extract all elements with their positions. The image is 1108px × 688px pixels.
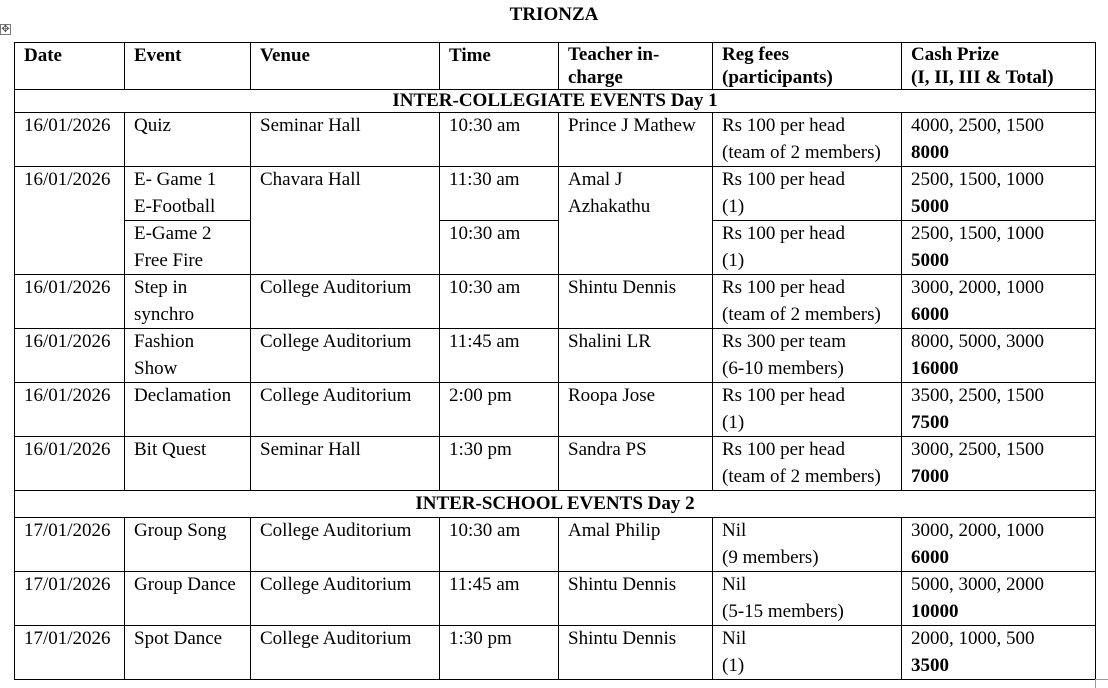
cell-time: 11:45 am (440, 329, 559, 383)
fee-amount: Rs 100 per head (722, 169, 845, 190)
cell-event (125, 275, 251, 329)
table-row (15, 626, 1096, 680)
fee-amount: Rs 100 per head (722, 277, 845, 298)
event-name: Fashion (134, 331, 195, 352)
cell-event: Declamation (125, 383, 251, 437)
event-name-cont: synchro (134, 303, 195, 325)
fee-amount: Nil (722, 520, 747, 541)
cell-event: Spot Dance (125, 626, 251, 680)
prize-total: 10000 (911, 600, 959, 622)
cell-time: 10:30 am (440, 518, 559, 572)
cell-prize (902, 167, 1096, 221)
prize-total: 8000 (911, 141, 949, 163)
cell-prize (902, 383, 1096, 437)
header-prize-line2: (I, II, III & Total) (911, 67, 1054, 88)
prize-total: 5000 (911, 249, 949, 271)
cell-venue: College Auditorium (251, 626, 440, 680)
fee-participants: (1) (722, 654, 745, 676)
section-row-day2 (15, 491, 1096, 518)
cell-time: 10:30 am (440, 221, 559, 275)
cell-venue: College Auditorium (251, 518, 440, 572)
cell-venue: Chavara Hall (251, 167, 440, 275)
cell-prize (902, 113, 1096, 167)
cell-time: 2:00 pm (440, 383, 559, 437)
cell-date: 16/01/2026 (15, 437, 125, 491)
cell-teacher: Shintu Dennis (559, 275, 713, 329)
table-row (15, 383, 1096, 437)
prize-total: 3500 (911, 654, 949, 676)
section-title-day1: INTER-COLLEGIATE EVENTS Day 1 (15, 90, 1096, 113)
header-event: Event (125, 43, 251, 90)
fee-amount: Rs 100 per head (722, 115, 845, 136)
fee-amount: Rs 300 per team (722, 331, 847, 352)
prize-total: 5000 (911, 195, 949, 217)
cell-date: 16/01/2026 (15, 275, 125, 329)
header-date: Date (15, 43, 125, 90)
fee-amount: Nil (722, 574, 747, 595)
cell-event: Group Song (125, 518, 251, 572)
cell-date: 16/01/2026 (15, 329, 125, 383)
events-table (14, 42, 1096, 680)
cell-fees (713, 221, 902, 275)
fee-amount: Rs 100 per head (722, 223, 845, 244)
prize-split: 5000, 3000, 2000 (911, 574, 1044, 595)
cell-time: 11:30 am (440, 167, 559, 221)
event-subname: Free Fire (134, 249, 204, 271)
table-row (15, 329, 1096, 383)
fee-amount: Rs 100 per head (722, 439, 845, 460)
cell-time: 10:30 am (440, 275, 559, 329)
fee-participants: (1) (722, 249, 745, 271)
cell-fees (713, 437, 902, 491)
cell-prize (902, 518, 1096, 572)
cell-date: 16/01/2026 (15, 167, 125, 275)
cell-date: 16/01/2026 (15, 113, 125, 167)
cell-fees (713, 518, 902, 572)
prize-split: 3500, 2500, 1500 (911, 385, 1044, 406)
fee-amount: Rs 100 per head (722, 385, 845, 406)
table-row (15, 221, 1096, 275)
header-fees-line2: (participants) (722, 67, 833, 88)
event-name: E-Game 2 (134, 223, 212, 244)
cell-date: 17/01/2026 (15, 572, 125, 626)
teacher-name-line2: Azhakathu (568, 195, 651, 217)
header-fees (713, 43, 902, 90)
fee-participants: (6-10 members) (722, 357, 844, 379)
prize-split: 2000, 1000, 500 (911, 628, 1035, 649)
cell-prize (902, 329, 1096, 383)
cell-prize (902, 275, 1096, 329)
fee-participants: (team of 2 members) (722, 303, 881, 325)
prize-split: 3000, 2000, 1000 (911, 520, 1044, 541)
header-fees-line1: Reg fees (722, 44, 789, 65)
table-row (15, 518, 1096, 572)
cell-fees (713, 275, 902, 329)
teacher-name-line1: Amal J (568, 169, 623, 190)
cell-teacher: Shalini LR (559, 329, 713, 383)
header-venue: Venue (251, 43, 440, 90)
fee-participants: (team of 2 members) (722, 465, 881, 487)
fee-participants: (1) (722, 195, 745, 217)
cell-teacher: Amal Philip (559, 518, 713, 572)
header-time: Time (440, 43, 559, 90)
cell-date: 17/01/2026 (15, 518, 125, 572)
prize-total: 7500 (911, 411, 949, 433)
cell-teacher: Prince J Mathew (559, 113, 713, 167)
prize-total: 6000 (911, 303, 949, 325)
cell-venue: College Auditorium (251, 383, 440, 437)
cell-prize (902, 626, 1096, 680)
cell-venue: College Auditorium (251, 275, 440, 329)
table-row (15, 113, 1096, 167)
fee-participants: (5-15 members) (722, 600, 844, 622)
header-prize (902, 43, 1096, 90)
cell-event (125, 221, 251, 275)
fee-amount: Nil (722, 628, 747, 649)
cell-fees (713, 329, 902, 383)
cell-time: 10:30 am (440, 113, 559, 167)
header-teacher (559, 43, 713, 90)
table-row (15, 437, 1096, 491)
cell-fees (713, 626, 902, 680)
event-name: Step in (134, 277, 188, 298)
section-title-day2: INTER-SCHOOL EVENTS Day 2 (15, 491, 1096, 518)
document-title: TRIONZA (509, 4, 599, 25)
cell-venue: Seminar Hall (251, 113, 440, 167)
cell-prize (902, 572, 1096, 626)
cell-event (125, 167, 251, 221)
prize-total: 16000 (911, 357, 959, 379)
event-name: E- Game 1 (134, 169, 217, 190)
prize-total: 7000 (911, 465, 949, 487)
section-row-day1 (15, 90, 1096, 113)
event-subname: E-Football (134, 195, 216, 217)
cell-fees (713, 113, 902, 167)
cell-teacher: Shintu Dennis (559, 626, 713, 680)
cell-date: 16/01/2026 (15, 383, 125, 437)
cell-prize (902, 221, 1096, 275)
cell-teacher (559, 167, 713, 275)
prize-split: 8000, 5000, 3000 (911, 331, 1044, 352)
table-row (15, 275, 1096, 329)
prize-split: 2500, 1500, 1000 (911, 169, 1044, 190)
cell-venue: College Auditorium (251, 329, 440, 383)
event-name-cont: Show (134, 357, 178, 379)
cell-teacher: Roopa Jose (559, 383, 713, 437)
cell-event: Bit Quest (125, 437, 251, 491)
header-row (15, 43, 1096, 90)
cell-time: 1:30 pm (440, 626, 559, 680)
cell-time: 11:45 am (440, 572, 559, 626)
prize-split: 3000, 2000, 1000 (911, 277, 1044, 298)
cell-teacher: Sandra PS (559, 437, 713, 491)
cell-venue: College Auditorium (251, 572, 440, 626)
table-row (15, 167, 1096, 221)
cell-event: Quiz (125, 113, 251, 167)
fee-participants: (9 members) (722, 546, 819, 568)
table-move-handle-icon[interactable]: ✥ (1, 24, 10, 35)
cell-teacher: Shintu Dennis (559, 572, 713, 626)
cell-fees (713, 167, 902, 221)
cell-fees (713, 383, 902, 437)
cell-prize (902, 437, 1096, 491)
header-prize-line1: Cash Prize (911, 44, 1000, 65)
prize-split: 3000, 2500, 1500 (911, 439, 1044, 460)
cell-date: 17/01/2026 (15, 626, 125, 680)
cell-event (125, 329, 251, 383)
header-teacher-line2: charge (568, 67, 623, 88)
fee-participants: (1) (722, 411, 745, 433)
prize-split: 2500, 1500, 1000 (911, 223, 1044, 244)
cell-fees (713, 572, 902, 626)
cell-time: 1:30 pm (440, 437, 559, 491)
cell-event: Group Dance (125, 572, 251, 626)
table-row (15, 572, 1096, 626)
fee-participants: (team of 2 members) (722, 141, 881, 163)
prize-total: 6000 (911, 546, 949, 568)
header-teacher-line1: Teacher in- (568, 44, 660, 65)
prize-split: 4000, 2500, 1500 (911, 115, 1044, 136)
cell-venue: Seminar Hall (251, 437, 440, 491)
